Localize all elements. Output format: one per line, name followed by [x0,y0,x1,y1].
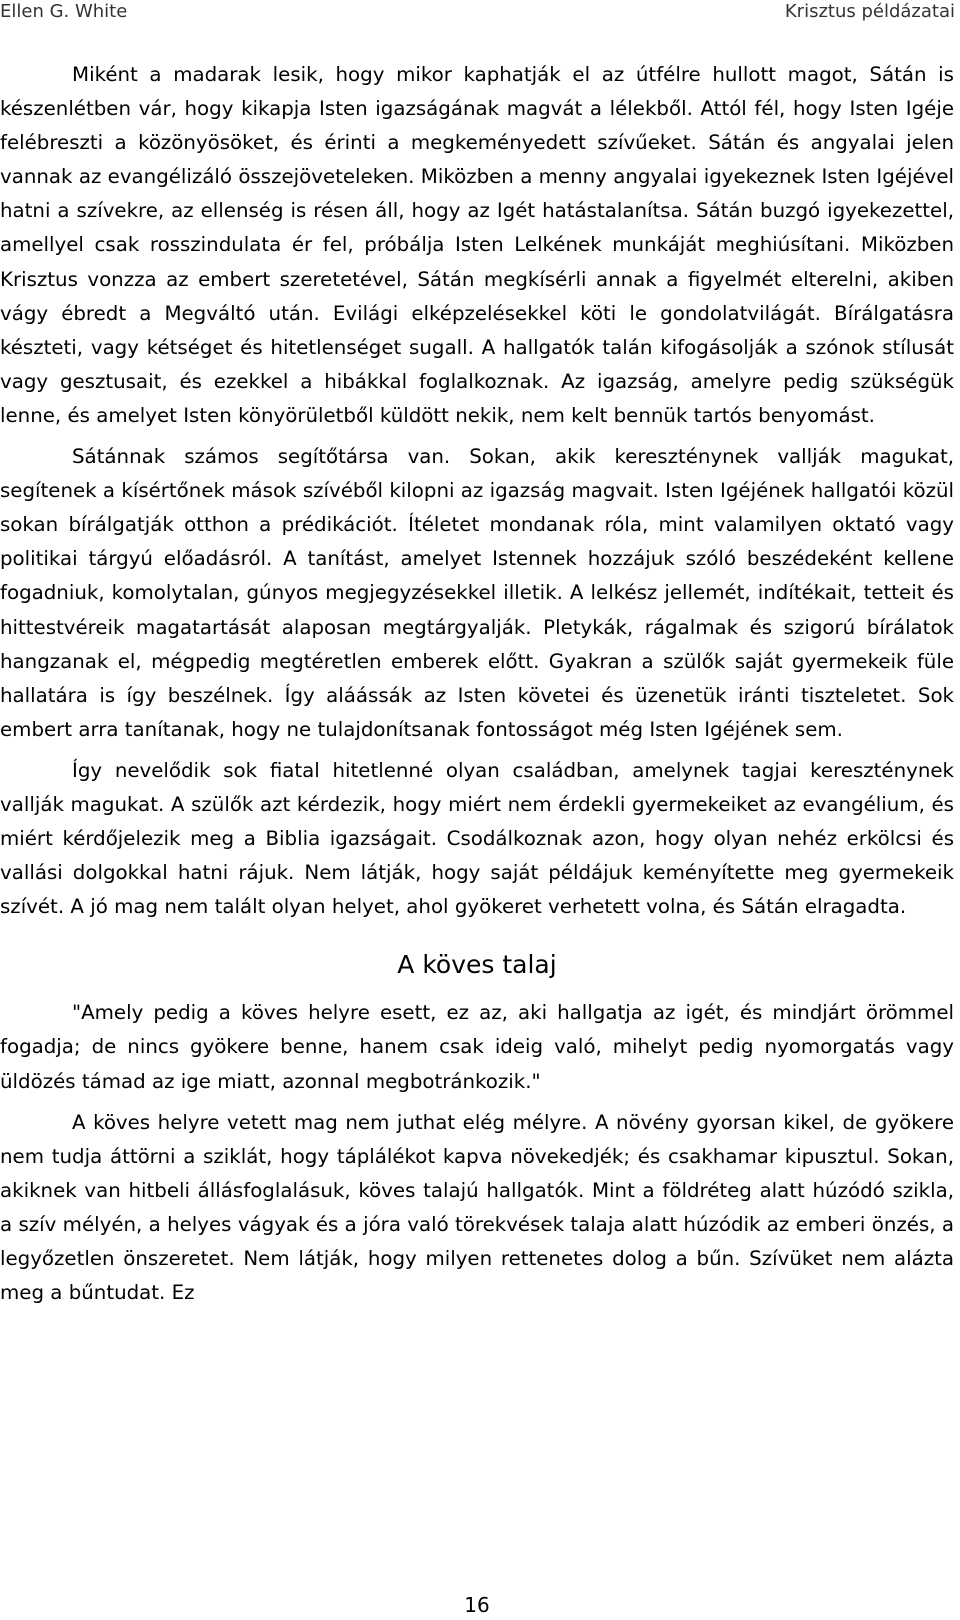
paragraph: Így nevelődik sok fiatal hitetlenné olyan családban, amelynek tagjai kereszténynek vallják magukat. A szülők azt kérdezik, hogy miért nem érdekli gyermekeiket az evangélium, és miért kérdőjelezik meg a Biblia igazságait. Csodálkoznak azon, hogy olyan nehéz erkölcsi és vallási dolgokkal hatni rájuk. Nem látják, hogy saját példájuk keményítette meg gyermekeik szívét. A jó mag nem talált olyan helyet, ahol gyökeret verhetett volna, és Sátán elragadta. [0,758,954,919]
quote-paragraph: "Amely pedig a köves helyre esett, ez az, aki hallgatja az igét, és mindjárt örömmel fogadja; de nincs gyökere benne, hanem csak ideig való, mihelyt pedig nyomorgatás vagy üldözés támad az ige miatt, azonnal megbotránkozik." [0,1001,954,1093]
page-number: 16 [464,1593,490,1617]
header-author: Ellen G. White [0,1,128,22]
running-header [0,0,960,26]
paragraph: Sátánnak számos segítőtársa van. Sokan, akik kereszténynek vallják magukat, segítenek a kísértőnek mások szívéből kilopni az igazság magvait. Isten Igéjének hallgatói közül sokan bírálgatják otthon a prédikációt. Ítéletet mondanak róla, mint valamilyen oktató vagy politikai tárgyú előadásról. A tanítást, amelyet Istennek hozzájuk szóló beszédeként kellene fogadniuk, komolytalan, gúnyos megjegyzésekkel illetik. A lelkész jellemét, indítékait, tetteit és hittestvéreik magatartását alaposan megtárgyalják. Pletykák, rágalmak és szigorú bírálatok hangzanak el, mégpedig megtéretlen emberek előtt. Gyakran a szülők saját gyermekeik füle hallatára is így beszélnek. Így aláássák az Isten követei és üzenetük iránti tiszteletet. Sok embert arra tanítanak, hogy ne tulajdonítsanak fontosságot még Isten Igéjének sem. [0,445,954,741]
page-body [0,58,954,1310]
section-heading: A köves talaj [397,950,557,980]
header-book-title: Krisztus példázatai [784,1,955,22]
paragraph: Miként a madarak lesik, hogy mikor kaphatják el az útfélre hullott magot, Sátán is készenlétben vár, hogy kikapja Isten igazságának magvát a lélekből. Attól fél, hogy Isten Igéje felébreszti a közönyösöket, és érinti a megkeményedett szívűeket. Sátán és angyalai jelen vannak az evangélizáló összejöveteleken. Miközben a menny angyalai igyekeznek Isten Igéjével hatni a szívekre, az ellenség is résen áll, hogy az Igét hatástalanítsa. Sátán buzgó igyekezettel, amellyel csak rosszindulata ér fel, próbálja Isten Lelkének munkáját meghiúsítani. Miközben Krisztus vonzza az embert szeretetével, Sátán megkísérli annak a figyelmét elterelni, akiben vágy ébredt a Megváltó után. Evilági elképzelésekkel köti le gondolatvilágát. Bírálgatásra készteti, vagy kétséget és hitetlenséget sugall. A hallgatók talán kifogásolják a szónok stílusát vagy gesztusait, és ezekkel a hibákkal foglalkoznak. Az igazság, amelyre pedig szükségük lenne, és amelyet Isten könyörületből küldött nekik, nem kelt bennük tartós benyomást. [0,63,954,427]
paragraph: A köves helyre vetett mag nem juthat elég mélyre. A növény gyorsan kikel, de gyökere nem tudja áttörni a sziklát, hogy táplálékot kapva növekedjék; és csakhamar kipusztul. Sokan, akiknek van hitbeli állásfoglalásuk, köves talajú hallgatók. Mint a földréteg alatt húzódó szikla, a szív mélyén, a helyes vágyak és a jóra való törekvések talaja alatt húzódik az emberi önzés, a legyőzetlen önszeretet. Nem látják, hogy milyen rettenetes dolog a bűn. Szívüket nem alázta meg a bűntudat. Ez [0,1110,954,1305]
